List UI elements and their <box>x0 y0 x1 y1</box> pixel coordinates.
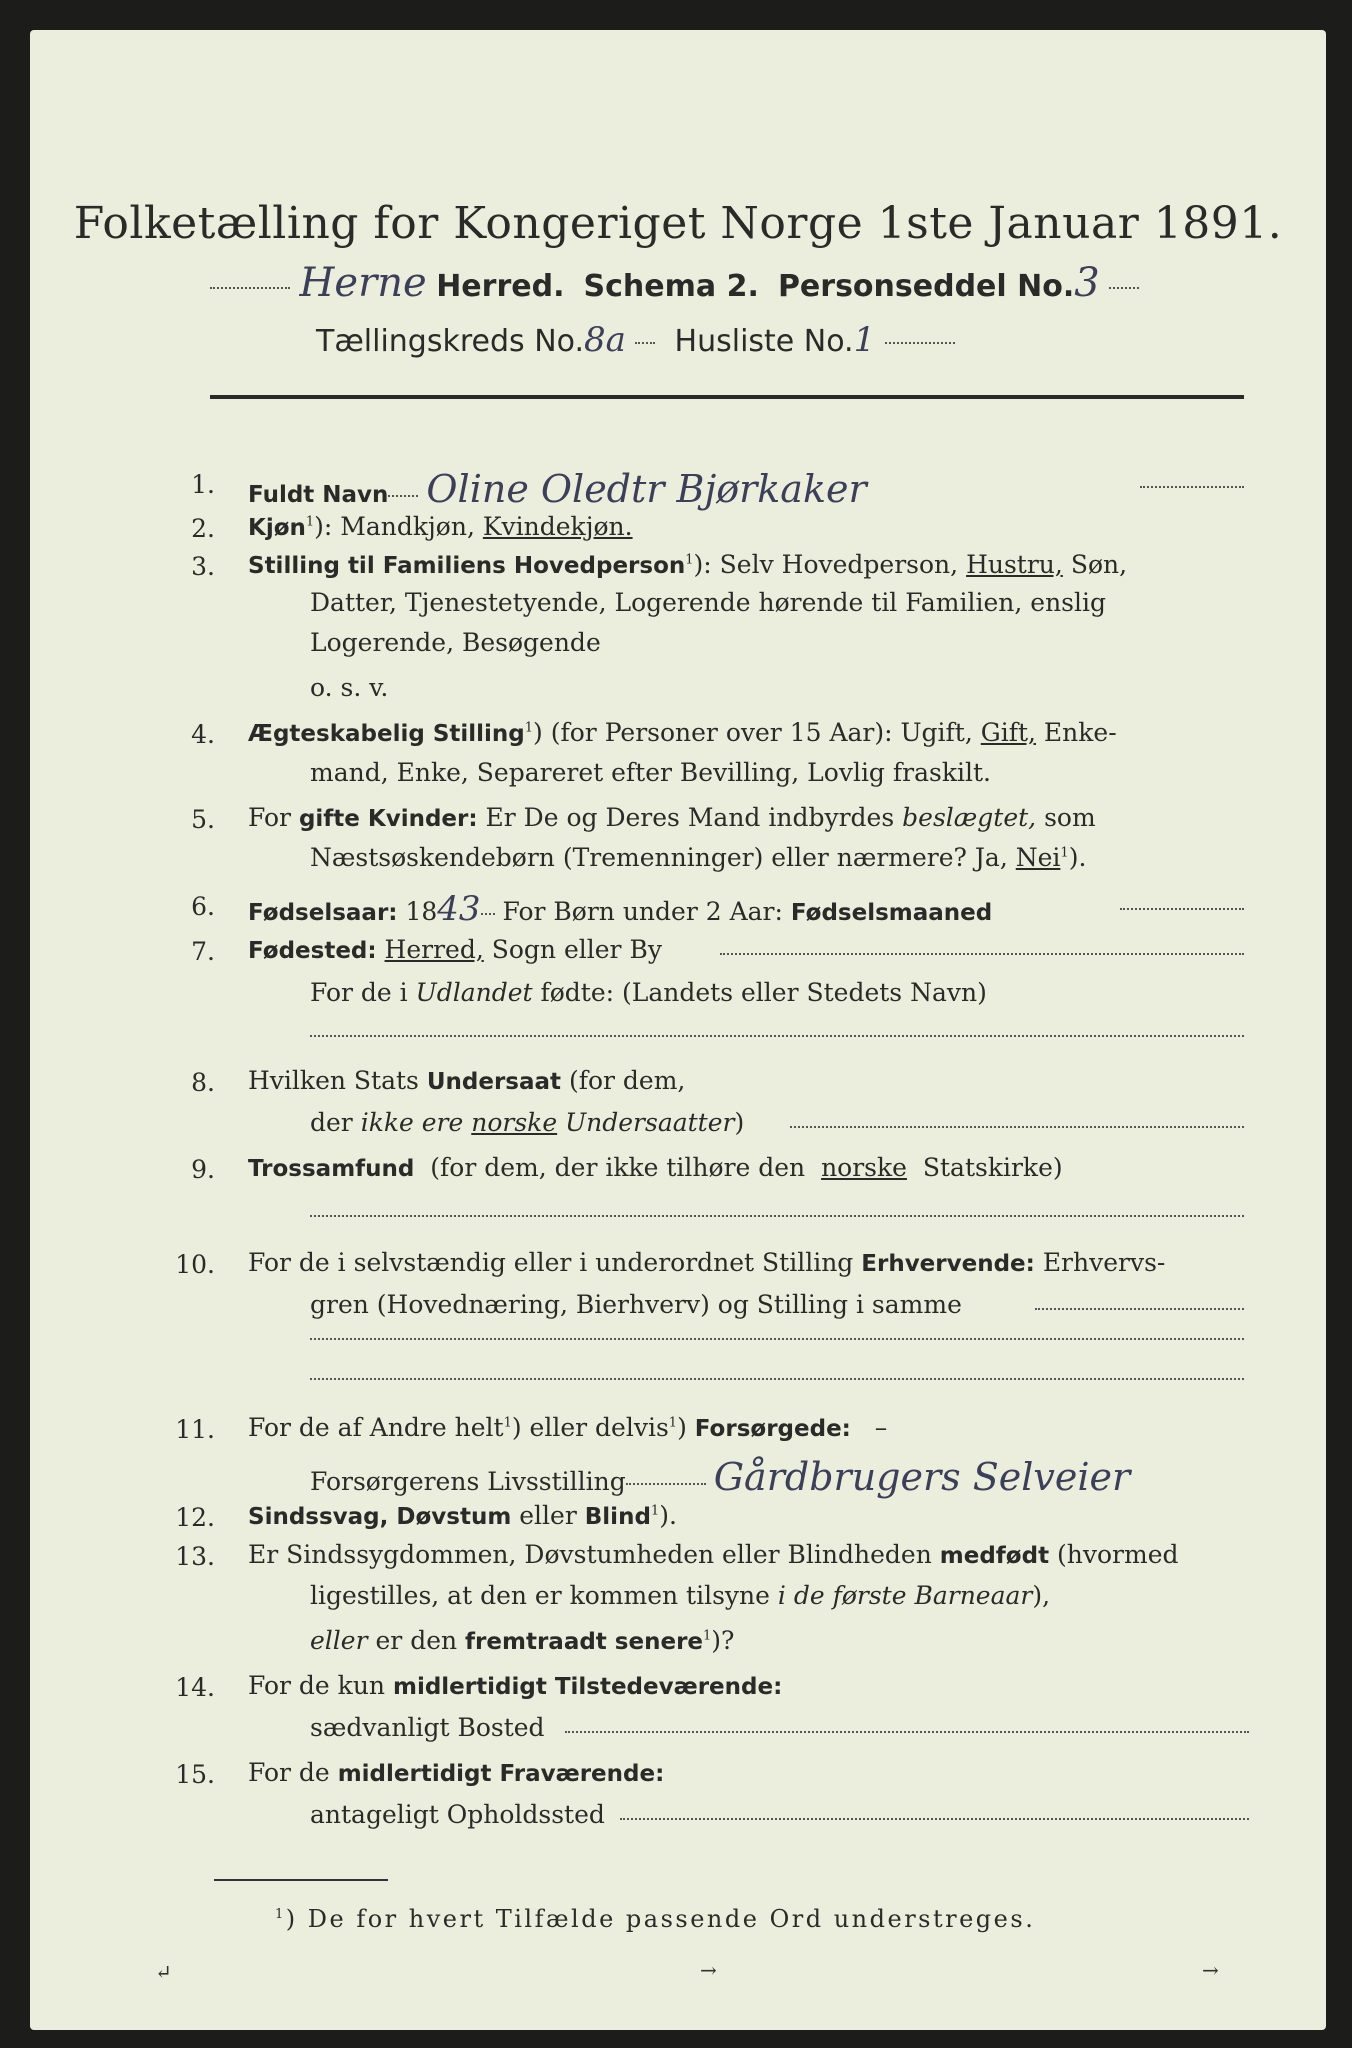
corner-mark: → <box>700 1958 717 1982</box>
schema-label: Schema 2. <box>583 269 759 304</box>
item-text: (for dem, der ikke tilhøre den <box>430 1153 806 1182</box>
item-text: gren (Hovednæring, Bierhverv) og Stilling i samme <box>310 1290 962 1319</box>
dot-leader <box>1140 486 1244 488</box>
footnote-ref: 1 <box>1060 845 1069 861</box>
item-undersaat <box>248 1068 685 1094</box>
herred-name: Herne <box>299 260 427 306</box>
husliste-number: 1 <box>853 320 876 360</box>
underlined-choice: Hustru, <box>966 550 1063 579</box>
dot-leader <box>565 1731 1249 1733</box>
item-text: )? <box>711 1626 735 1655</box>
dot-leader <box>388 495 418 497</box>
personseddel-number: 3 <box>1074 260 1100 306</box>
corner-mark: → <box>1202 1958 1219 1982</box>
husliste-label: Husliste No. <box>674 324 854 359</box>
item-italic: Undersaatter <box>565 1108 735 1137</box>
underlined-choice: Kvindekjøn. <box>482 512 633 541</box>
item-text: Er Sindssygdommen, Døvstumheden eller Blindheden <box>248 1540 932 1569</box>
dot-leader <box>1120 908 1244 910</box>
item-text: fødte: (Landets eller Stedets Navn) <box>540 978 987 1007</box>
item-label: Fuldt Navn <box>248 482 389 508</box>
item-italic: beslægtet, <box>902 803 1037 832</box>
header-rule <box>210 395 1244 399</box>
item-label: Fødested: <box>248 938 377 964</box>
item-text: Hvilken Stats <box>248 1066 419 1095</box>
corner-mark: ↵ <box>155 1960 172 1984</box>
item-text: Næstsøskendebørn (Tremenninger) eller nærmere? Ja, <box>310 843 1008 872</box>
item-number: 12. <box>175 1503 215 1532</box>
item-text: ) <box>734 1108 745 1137</box>
item-text: mand, Enke, Separeret efter Bevilling, Lovlig fraskilt. <box>310 758 991 787</box>
handwritten-name: Oline Oledtr Bjørkaker <box>426 467 867 511</box>
item-label: Ægteskabelig Stilling <box>248 721 525 747</box>
item-kjon <box>248 514 633 540</box>
item-number: 3. <box>191 552 215 581</box>
item-label: Trossamfund <box>248 1156 415 1182</box>
blank-line <box>310 1338 1244 1340</box>
item-sindssvag <box>248 1503 677 1529</box>
item-number: 4. <box>191 720 215 749</box>
underlined-choice: Herred, <box>384 935 484 964</box>
item-number: 14. <box>175 1673 215 1702</box>
item-trossamfund <box>248 1155 1063 1181</box>
item-label: medfødt <box>939 1543 1050 1569</box>
footnote-ref: 1 <box>305 514 315 530</box>
item-stilling <box>248 552 1127 578</box>
item-italic: ikke ere <box>360 1108 464 1137</box>
item-line <box>310 1628 734 1654</box>
dot-leader <box>720 953 1244 955</box>
item-number: 6. <box>191 892 215 921</box>
item-erhverv <box>248 1250 1165 1276</box>
item-text: Logerende, Besøgende <box>310 628 601 657</box>
item-text: der <box>310 1108 353 1137</box>
item-text: For de i <box>310 978 408 1007</box>
item-line <box>310 980 987 1005</box>
item-text: For de i selvstændig eller i underordnet Stilling <box>248 1248 854 1277</box>
blank-line <box>310 1378 1244 1380</box>
item-label: Forsørgede: <box>694 1416 851 1442</box>
item-medfodt <box>248 1542 1179 1568</box>
item-label: Sindssvag, Døvstum <box>248 1504 512 1530</box>
item-fodested <box>248 937 662 963</box>
footnote-ref: 1 <box>275 1907 286 1922</box>
year-prefix: 18 <box>405 897 438 926</box>
item-number: 1. <box>191 470 215 499</box>
herred-label: Herred. <box>436 269 565 304</box>
item-text: For <box>248 803 291 832</box>
item-fuldt-navn <box>248 467 867 511</box>
item-text: eller <box>519 1501 577 1530</box>
dot-leader <box>1109 287 1139 289</box>
item-text: ): Mandkjøn, <box>314 512 475 541</box>
item-gifte-kvinder <box>248 805 1096 831</box>
item-text: For de kun <box>248 1671 386 1700</box>
item-tilstedevaerende <box>248 1673 782 1699</box>
dot-leader <box>210 287 290 289</box>
item-text: Datter, Tjenestetyende, Logerende hørende til Familien, enslig <box>310 588 1107 617</box>
dot-leader <box>635 342 655 344</box>
item-number: 11. <box>175 1415 215 1444</box>
dot-leader <box>790 1126 1244 1128</box>
item-text: ligestilles, at den er kommen tilsyne <box>310 1581 770 1610</box>
item-text: o. s. v. <box>310 673 389 702</box>
item-number: 9. <box>191 1155 215 1184</box>
item-text: Forsørgerens Livsstilling <box>310 1467 626 1496</box>
item-text: (for dem, <box>568 1066 686 1095</box>
underlined-choice: Nei <box>1015 843 1061 872</box>
item-text: For de <box>248 1758 330 1787</box>
footnote-text: ) De for hvert Tilfælde passende Ord understreges. <box>285 1905 1036 1933</box>
item-label: Stilling til Familiens Hovedperson <box>248 553 686 579</box>
item-italic: eller <box>310 1626 368 1655</box>
footnote-ref: 1 <box>503 1415 512 1431</box>
item-aegteskab <box>248 720 1117 746</box>
item-label: Fødselsmaaned <box>790 900 993 926</box>
item-text: sædvanligt Bosted <box>310 1713 545 1742</box>
item-text: ) (for Personer over 15 Aar): Ugift, <box>533 718 973 747</box>
item-line <box>310 1110 744 1135</box>
item-text: Er De og Deres Mand indbyrdes <box>485 803 895 832</box>
item-number: 13. <box>175 1542 215 1571</box>
census-form <box>30 30 1326 2030</box>
item-line <box>310 1455 1131 1499</box>
underlined-choice: norske <box>471 1108 558 1137</box>
item-label: Undersaat <box>426 1069 562 1095</box>
footnote-ref: 1 <box>650 1503 660 1519</box>
item-text: Statskirke) <box>922 1153 1063 1182</box>
item-label: midlertidigt Tilstedeværende: <box>392 1674 783 1700</box>
dot-leader <box>481 913 495 915</box>
dot-leader <box>885 342 955 344</box>
item-label: Fødselsaar: <box>248 900 398 926</box>
item-fravaerende <box>248 1760 664 1786</box>
item-text: Søn, <box>1070 550 1128 579</box>
form-title: Folketælling for Kongeriget Norge 1ste Januar 1891. <box>73 198 1283 249</box>
blank-line <box>310 1035 1244 1037</box>
personseddel-label: Personseddel No. <box>777 269 1075 304</box>
kreds-label: Tællingskreds No. <box>316 324 584 359</box>
item-text: For de af Andre helt <box>248 1413 504 1442</box>
item-number: 8. <box>191 1068 215 1097</box>
item-text: Erhvervs- <box>1042 1248 1166 1277</box>
item-italic: i de første Barneaar <box>777 1581 1033 1610</box>
handwritten-occupation: Gårdbrugers Selveier <box>713 1455 1131 1499</box>
item-number: 7. <box>191 937 215 966</box>
item-label: fremtraadt senere <box>465 1629 704 1655</box>
footnote <box>275 1905 1035 1933</box>
item-text: ) <box>677 1413 687 1442</box>
item-number: 10. <box>175 1250 215 1279</box>
kreds-number: 8a <box>584 320 626 360</box>
item-text: ). <box>1068 843 1087 872</box>
item-text: ): Selv Hovedperson, <box>693 550 959 579</box>
item-number: 5. <box>191 805 215 834</box>
item-label: Kjøn <box>248 515 306 541</box>
footnote-ref: 1 <box>524 720 534 736</box>
item-text: antageligt Opholdssted <box>310 1800 605 1829</box>
item-text: ). <box>659 1501 677 1530</box>
kreds-line <box>316 320 955 360</box>
dot-leader <box>626 1483 706 1485</box>
item-text: Sogn eller By <box>491 935 662 964</box>
item-text: For Børn under 2 Aar: <box>502 897 783 926</box>
item-text: Enke- <box>1043 718 1117 747</box>
item-text: som <box>1044 803 1096 832</box>
item-fodselsaar <box>248 889 993 929</box>
item-text: er den <box>375 1626 458 1655</box>
item-italic: Udlandet <box>415 978 533 1007</box>
blank-line <box>310 1215 1244 1217</box>
item-number: 15. <box>175 1760 215 1789</box>
item-text: (hvormed <box>1057 1540 1179 1569</box>
item-label: midlertidigt Fraværende: <box>337 1761 665 1787</box>
handwritten-year: 43 <box>437 889 481 929</box>
item-forsorgede <box>248 1415 887 1441</box>
footnote-ref: 1 <box>668 1415 678 1431</box>
dot-leader <box>1035 1308 1244 1310</box>
footnote-rule <box>214 1879 388 1881</box>
footnote-ref: 1 <box>685 552 694 568</box>
item-label: Erhvervende: <box>861 1251 1035 1277</box>
underlined-choice: Gift, <box>980 718 1036 747</box>
dot-leader <box>620 1818 1249 1820</box>
herred-line <box>210 260 1139 306</box>
item-text: ), <box>1032 1581 1051 1610</box>
item-line <box>310 845 1086 870</box>
item-label: Blind <box>584 1504 651 1530</box>
item-number: 2. <box>191 514 215 543</box>
footnote-ref: 1 <box>703 1628 712 1644</box>
dash-mark: – <box>874 1413 888 1442</box>
item-line <box>310 1583 1050 1608</box>
item-text: ) eller delvis <box>511 1413 669 1442</box>
item-label: gifte Kvinder: <box>298 806 478 832</box>
underlined-choice: norske <box>821 1153 907 1182</box>
